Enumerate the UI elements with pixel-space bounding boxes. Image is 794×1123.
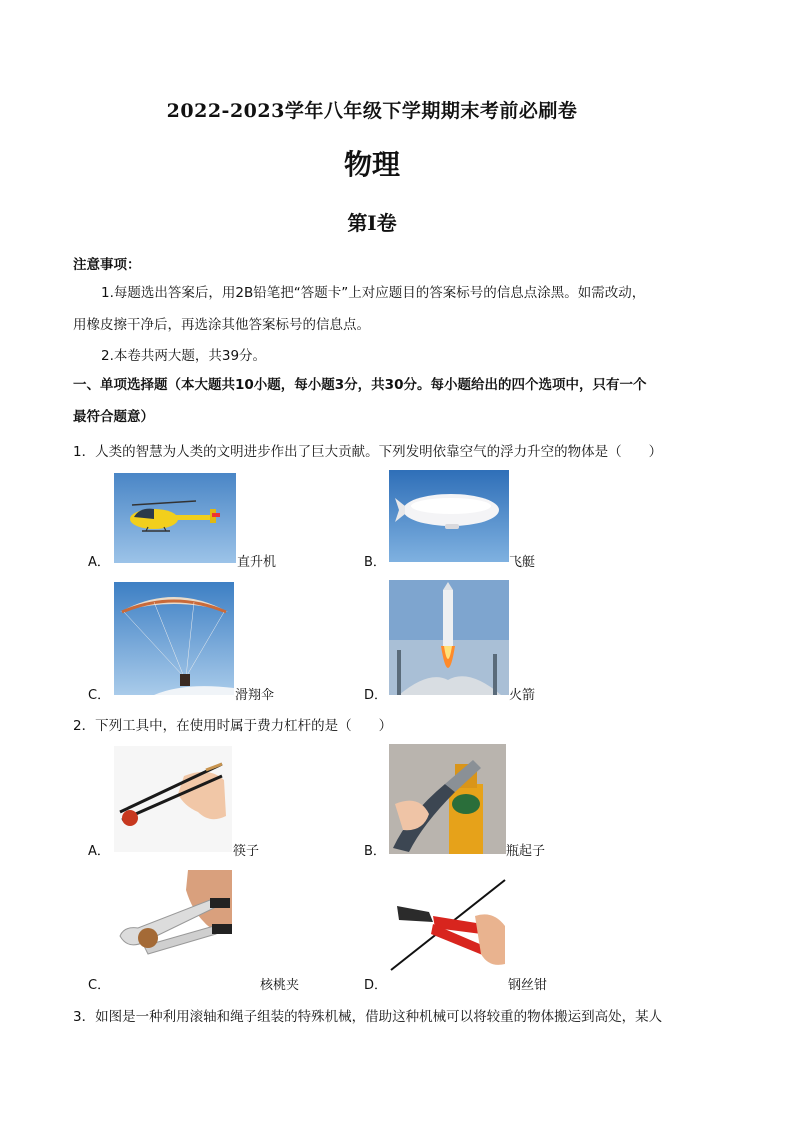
exam-title: 2022-2023学年八年级下学期期末考前必刷卷 [166,100,578,122]
q2-option-d-name: 钢丝钳 [508,978,548,993]
chopsticks-image [114,746,232,852]
q2-option-b-label[interactable]: B． [364,844,386,859]
q1-option-d-name: 火箭 [509,688,536,703]
q1-option-b-name: 飞艇 [509,555,536,570]
volume-title: 第Ⅰ卷 [347,211,397,235]
question-2-stem: 2．下列工具中，在使用时属于费力杠杆的是（ ） [73,718,393,734]
question-3-stem: 3．如图是一种利用滚轴和绳子组装的特殊机械，借助这种机械可以将较重的物体搬运到高处，某人 [73,1009,663,1025]
notice-heading: 注意事项： [73,257,141,273]
rocket-image [389,580,509,695]
pliers-image [389,876,506,972]
q1-option-a-name: 直升机 [237,555,277,570]
airship-image [389,470,509,562]
notice-item-1-line-2: 用橡皮擦干净后，再选涂其他答案标号的信息点。 [73,317,370,333]
q2-option-d-label[interactable]: D． [364,978,388,993]
bottle-opener-image [389,744,506,854]
q2-option-c-name: 核桃夹 [260,978,300,993]
notice-item-1-line-1: 1.每题选出答案后，用2B铅笔把“答题卡”上对应题目的答案标号的信息点涂黑。如需改动， [101,285,646,301]
notice-item-2: 2.本卷共两大题，共39分。 [101,348,267,364]
q1-option-b-label[interactable]: B． [364,555,386,570]
q2-option-c-label[interactable]: C． [88,978,111,993]
q1-option-c-label[interactable]: C． [88,688,111,703]
paraglider-image [114,582,234,695]
helicopter-image [114,473,236,563]
q1-option-c-name: 滑翔伞 [235,688,275,703]
q1-option-a-label[interactable]: A． [88,555,110,570]
q1-option-d-label[interactable]: D． [364,688,388,703]
q2-option-a-name: 筷子 [233,844,260,859]
nutcracker-image [114,870,232,955]
section-1-line-1: 一、单项选择题（本大题共10小题，每小题3分，共30分。每小题给出的四个选项中，只有一个 [73,377,647,393]
subject-title: 物理 [343,148,400,181]
q2-option-b-name: 瓶起子 [506,844,546,859]
question-1-stem: 1．人类的智慧为人类的文明进步作出了巨大贡献。下列发明依靠空气的浮力升空的物体是（ ） [73,444,663,460]
section-1-line-2: 最符合题意） [73,409,154,425]
q2-option-a-label[interactable]: A． [88,844,110,859]
